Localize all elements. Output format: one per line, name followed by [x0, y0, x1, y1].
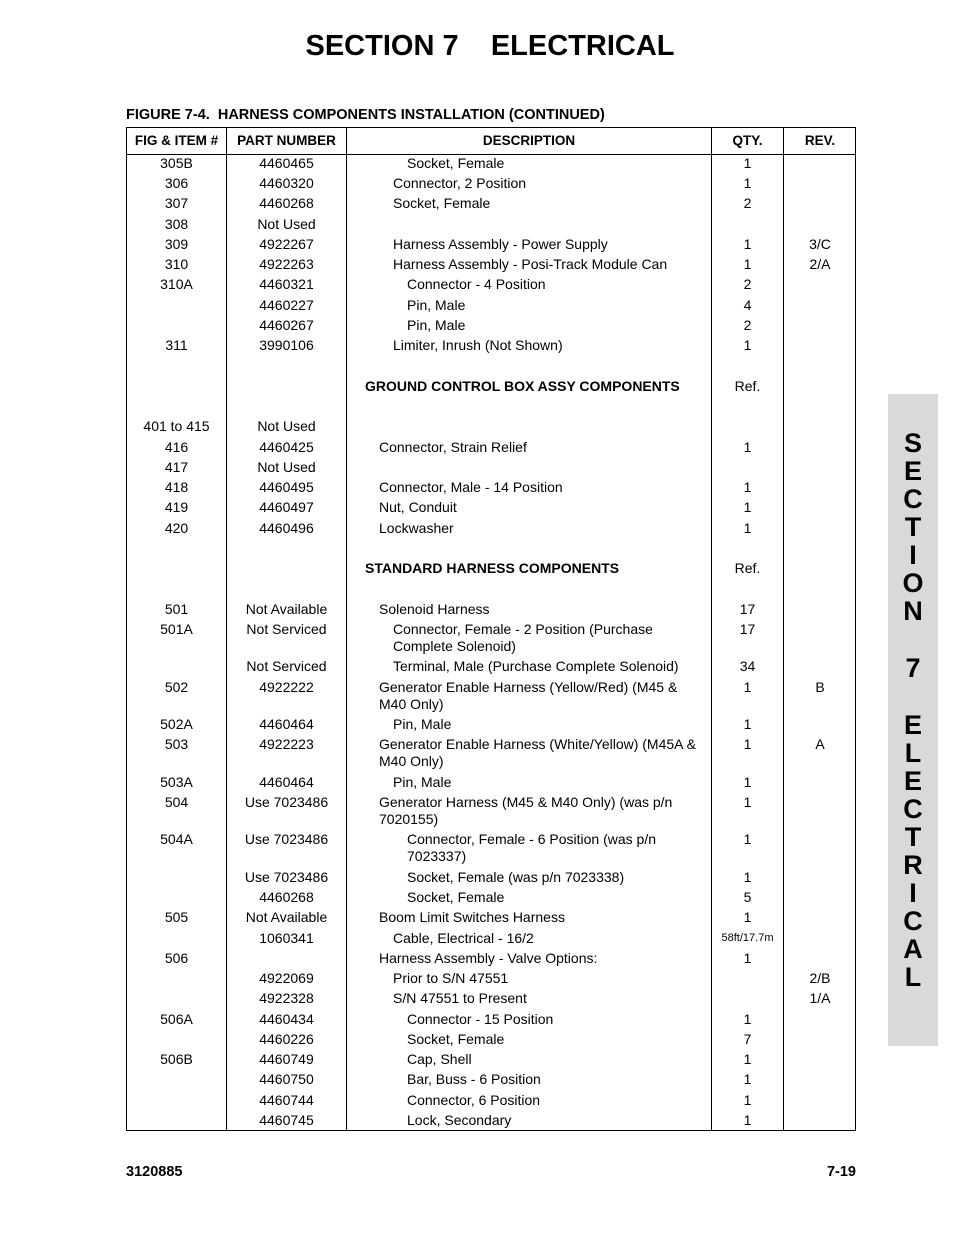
part-number-cell: 4460321: [259, 276, 314, 292]
fig-item-cell: 502: [164, 679, 189, 695]
fig-item-cell: 503A: [160, 774, 193, 790]
qty-cell: 1: [743, 155, 752, 171]
part-number-cell: 4460745: [259, 1112, 314, 1128]
fig-item-cell: 501A: [160, 621, 193, 637]
side-tab-letter: N: [903, 596, 923, 626]
qty-cell: 17: [739, 601, 756, 617]
description-cell: Limiter, Inrush (Not Shown): [393, 337, 563, 353]
qty-cell: 1: [743, 256, 752, 272]
side-tab-letter: A: [903, 934, 923, 964]
fig-item-cell: 506A: [160, 1011, 193, 1027]
part-number-cell: 4460497: [259, 499, 314, 515]
qty-cell: 1: [743, 736, 752, 752]
description-cell: Cable, Electrical - 16/2: [393, 930, 534, 946]
table-body: [127, 155, 855, 1130]
part-number-cell: 4460464: [259, 774, 314, 790]
part-number-cell: 4922223: [259, 736, 314, 752]
part-number-cell: Not Available: [245, 909, 328, 925]
description-cell: Connector, 2 Position: [393, 175, 527, 191]
fig-item-cell: 311: [165, 337, 188, 353]
description-cell: Solenoid Harness: [379, 601, 490, 617]
fig-item-cell: 416: [164, 439, 189, 455]
description-cell: Pin, Male: [407, 317, 466, 333]
section-side-tab: [888, 394, 938, 1046]
description-cell: Generator Harness (M45 & M40 Only) (was p/n 7020155): [379, 794, 673, 827]
description-cell: Harness Assembly - Posi-Track Module Can: [393, 256, 668, 272]
qty-cell: 1: [743, 831, 752, 847]
part-number-cell: 4460267: [259, 317, 314, 333]
description-cell: Boom Limit Switches Harness: [379, 909, 565, 925]
side-tab-letter: O: [902, 568, 924, 598]
fig-item-cell: 420: [164, 520, 189, 536]
part-number-cell: 4460464: [259, 716, 314, 732]
description-cell: Connector, Female - 2 Position (Purchase Complete Solenoid): [393, 621, 653, 654]
description-cell: STANDARD HARNESS COMPONENTS: [365, 560, 620, 576]
qty-cell: 1: [743, 869, 752, 885]
part-number-cell: 4460750: [259, 1071, 314, 1087]
fig-item-cell: 310A: [160, 276, 193, 292]
fig-item-cell: 502A: [160, 716, 193, 732]
part-number-cell: Use 7023486: [244, 794, 329, 810]
side-tab-letter: S: [903, 428, 922, 458]
description-cell: Connector, Female - 6 Position (was p/n 7023337): [407, 831, 657, 864]
side-tab-letter: E: [903, 710, 922, 740]
part-number-cell: 4460226: [259, 1031, 314, 1047]
rev-cell: 3/C: [809, 236, 831, 252]
fig-item-cell: 503: [164, 736, 189, 752]
side-tab-letter: I: [909, 878, 917, 908]
side-tab-letter: 7: [905, 653, 921, 683]
part-number-cell: Not Used: [257, 216, 316, 232]
part-number-cell: 4460749: [259, 1051, 314, 1067]
qty-cell: 1: [743, 1112, 752, 1128]
fig-item-cell: 505: [164, 909, 189, 925]
description-cell: Harness Assembly - Power Supply: [393, 236, 608, 252]
qty-cell: 7: [743, 1031, 752, 1047]
header-part-number: PART NUMBER: [237, 133, 336, 148]
rev-cell: B: [815, 679, 825, 695]
qty-cell: 34: [739, 658, 756, 674]
description-cell: Generator Enable Harness (White/Yellow) (M45A & M40 Only): [379, 736, 696, 769]
part-number-cell: 3990106: [259, 337, 314, 353]
qty-cell: 1: [743, 794, 752, 810]
description-cell: GROUND CONTROL BOX ASSY COMPONENTS: [365, 378, 680, 394]
fig-item-cell: 418: [164, 479, 189, 495]
description-cell: Connector, Male - 14 Position: [379, 479, 563, 495]
footer-doc-number: 3120885: [126, 1164, 183, 1180]
qty-cell: 1: [743, 1011, 752, 1027]
qty-cell: 1: [743, 950, 752, 966]
description-cell: Socket, Female: [407, 889, 505, 905]
part-number-cell: 4460434: [259, 1011, 314, 1027]
fig-item-cell: 504: [164, 794, 189, 810]
description-cell: Connector - 15 Position: [407, 1011, 554, 1027]
fig-item-cell: 401 to 415: [143, 418, 210, 434]
description-cell: Connector - 4 Position: [407, 276, 546, 292]
qty-cell: 2: [743, 195, 752, 211]
qty-cell: 1: [743, 499, 752, 515]
part-number-cell: 4922069: [259, 970, 314, 986]
side-tab-letter: T: [904, 512, 922, 542]
fig-item-cell: 417: [164, 459, 189, 475]
part-number-cell: 4460227: [259, 297, 314, 313]
part-number-cell: 4922222: [259, 679, 314, 695]
fig-item-cell: 506B: [160, 1051, 193, 1067]
qty-cell: 1: [743, 909, 752, 925]
header-fig-item: FIG & ITEM #: [134, 133, 219, 148]
figure-title: FIGURE 7-4. HARNESS COMPONENTS INSTALLATION (CONTINUED): [126, 107, 605, 123]
part-number-cell: 4460495: [259, 479, 314, 495]
qty-cell: 2: [743, 317, 752, 333]
fig-item-cell: 504A: [160, 831, 193, 847]
qty-cell: 58ft/17.7m: [721, 932, 774, 944]
side-tab-letter: L: [904, 962, 922, 992]
footer-page-number: 7-19: [826, 1164, 856, 1180]
description-cell: Socket, Female: [393, 195, 491, 211]
qty-cell: 1: [743, 337, 752, 353]
part-number-cell: Use 7023486: [244, 869, 329, 885]
part-number-cell: 4460496: [259, 520, 314, 536]
side-tab-letter: I: [909, 540, 917, 570]
rev-cell: A: [815, 736, 825, 752]
side-tab-letter: E: [903, 766, 922, 796]
rev-cell: 2/A: [809, 256, 831, 272]
description-cell: Pin, Male: [393, 716, 452, 732]
part-number-cell: Use 7023486: [244, 831, 329, 847]
description-cell: Bar, Buss - 6 Position: [407, 1071, 541, 1087]
description-cell: Cap, Shell: [407, 1051, 472, 1067]
fig-item-cell: 506: [164, 950, 189, 966]
part-number-cell: Not Serviced: [246, 658, 327, 674]
qty-cell: 1: [743, 1071, 752, 1087]
rev-cell: 1/A: [809, 990, 831, 1006]
qty-cell: 5: [743, 889, 752, 905]
rev-cell: 2/B: [809, 970, 831, 986]
part-number-cell: 4922267: [259, 236, 314, 252]
fig-item-cell: 309: [164, 236, 189, 252]
qty-cell: Ref.: [734, 560, 761, 576]
fig-item-cell: 419: [164, 499, 189, 515]
description-cell: Connector, Strain Relief: [379, 439, 527, 455]
part-number-cell: 4460465: [259, 155, 314, 171]
qty-cell: 1: [743, 679, 752, 695]
description-cell: Socket, Female: [407, 1031, 505, 1047]
part-number-cell: Not Available: [245, 601, 328, 617]
part-number-cell: 1060341: [259, 930, 314, 946]
side-tab-letter: C: [903, 794, 923, 824]
qty-cell: 1: [743, 236, 752, 252]
qty-cell: 4: [743, 297, 752, 313]
parts-table: [126, 127, 856, 1131]
qty-cell: 1: [743, 1051, 752, 1067]
qty-cell: 1: [743, 520, 752, 536]
qty-cell: 1: [743, 439, 752, 455]
side-tab-letter: T: [904, 822, 922, 852]
description-cell: Nut, Conduit: [379, 499, 457, 515]
description-cell: Generator Enable Harness (Yellow/Red) (M45 & M40 Only): [379, 679, 678, 712]
description-cell: Socket, Female: [407, 155, 505, 171]
fig-item-cell: 306: [164, 175, 189, 191]
description-cell: Connector, 6 Position: [407, 1092, 541, 1108]
qty-cell: 2: [743, 276, 752, 292]
part-number-cell: 4460320: [259, 175, 314, 191]
section-title: SECTION 7 ELECTRICAL: [305, 30, 675, 62]
fig-item-cell: 501: [164, 601, 189, 617]
side-tab-letter: L: [904, 738, 922, 768]
qty-cell: 1: [743, 1092, 752, 1108]
part-number-cell: 4460268: [259, 889, 314, 905]
fig-item-cell: 305B: [160, 155, 193, 171]
description-cell: Terminal, Male (Purchase Complete Solenoid): [393, 658, 679, 674]
fig-item-cell: 307: [164, 195, 189, 211]
part-number-cell: 4460268: [259, 195, 314, 211]
part-number-cell: Not Serviced: [246, 621, 327, 637]
part-number-cell: 4460744: [259, 1092, 314, 1108]
side-tab-letter: C: [903, 906, 923, 936]
qty-cell: Ref.: [734, 378, 761, 394]
header-qty: QTY.: [732, 133, 763, 148]
part-number-cell: 4922328: [259, 990, 314, 1006]
description-cell: S/N 47551 to Present: [393, 990, 527, 1006]
description-cell: Lockwasher: [379, 520, 454, 536]
description-cell: Pin, Male: [407, 297, 466, 313]
header-description: DESCRIPTION: [482, 133, 576, 148]
part-number-cell: 4460425: [259, 439, 314, 455]
part-number-cell: Not Used: [257, 418, 316, 434]
header-rev: REV.: [804, 133, 836, 148]
side-tab-letter: C: [903, 484, 923, 514]
description-cell: Pin, Male: [393, 774, 452, 790]
fig-item-cell: 310: [164, 256, 189, 272]
description-cell: Prior to S/N 47551: [393, 970, 509, 986]
description-cell: Harness Assembly - Valve Options:: [379, 950, 598, 966]
side-tab-letter: E: [903, 456, 922, 486]
qty-cell: 1: [743, 716, 752, 732]
part-number-cell: 4922263: [259, 256, 314, 272]
qty-cell: 1: [743, 175, 752, 191]
qty-cell: 1: [743, 774, 752, 790]
description-cell: Socket, Female (was p/n 7023338): [407, 869, 625, 885]
description-cell: Lock, Secondary: [407, 1112, 512, 1128]
fig-item-cell: 308: [164, 216, 189, 232]
part-number-cell: Not Used: [257, 459, 316, 475]
qty-cell: 17: [739, 621, 756, 637]
qty-cell: 1: [743, 479, 752, 495]
side-tab-letter: R: [903, 850, 923, 880]
